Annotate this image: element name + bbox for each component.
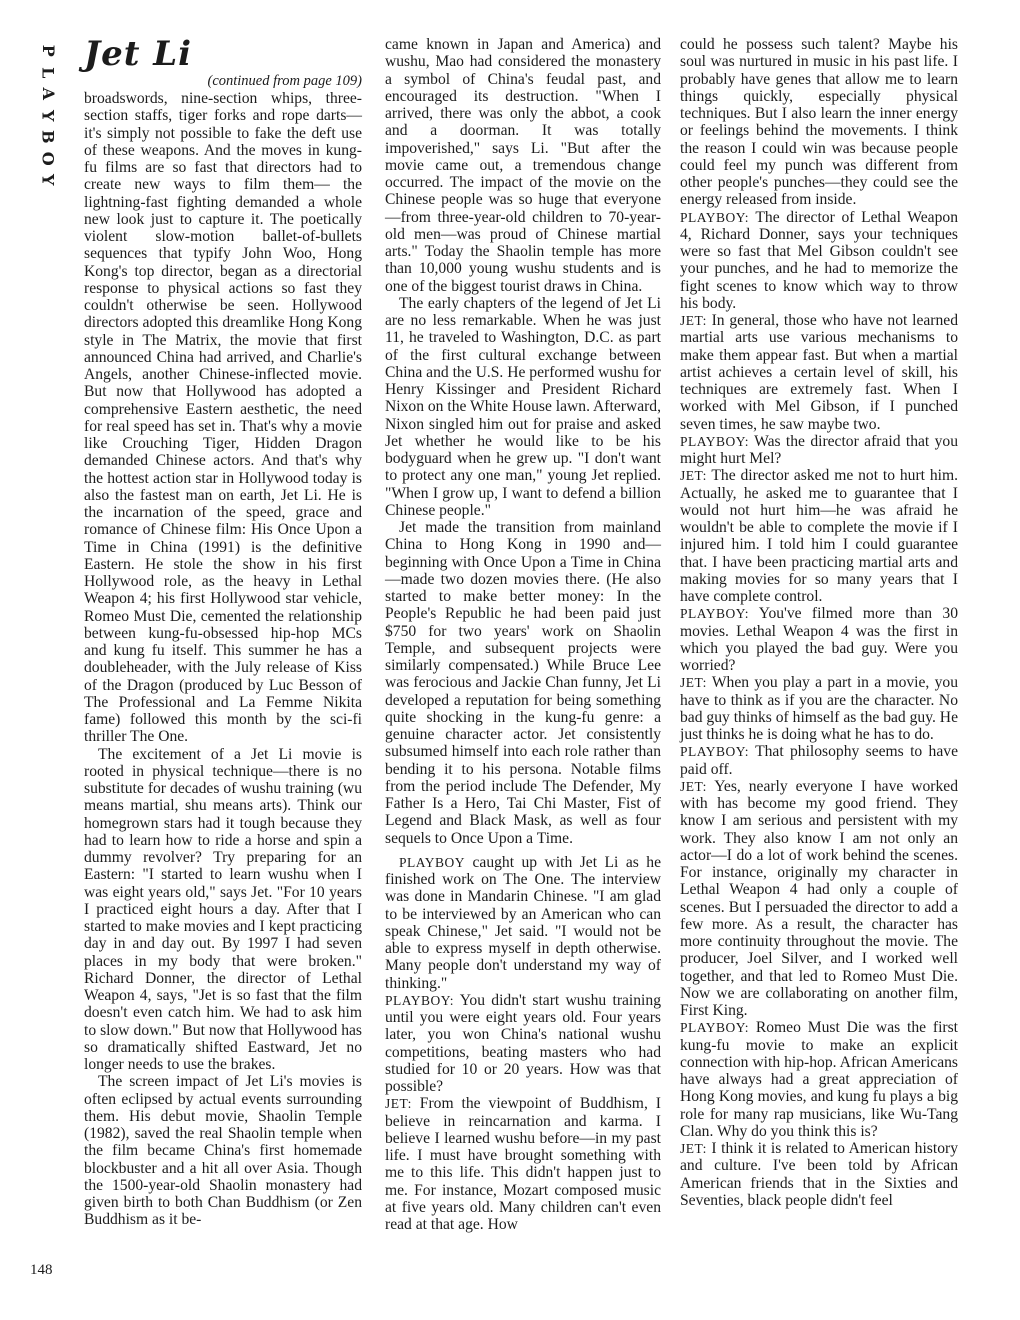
speaker-tag: PLAYBOY	[399, 854, 466, 870]
column-2	[385, 36, 661, 1233]
speaker-tag: PLAYBOY:	[385, 992, 455, 1008]
speaker-tag: JET:	[680, 1141, 707, 1156]
paragraph: The excitement of a Jet Li movie is rooted in physical technique—there is no substitute for decades of wushu training (wu means martial, shu means arts). Think our homegrown stars had it tough because they had to learn how to ride a horse and spin a dummy revolver? Try preparing for an Eastern: "I started to learn wushu when I was eight years old," says Jet. "For 10 years I practiced eight hours a day. After that I started to make movies and I kept practicing day in and day out. By 1997 I had seven places in my body that were broken." Richard Donner, the director of Lethal Weapon 4, says, "Jet is so fast that the film doesn't even catch him. We had to ask him to slow down." But now that Hollywood has so dramatically shifted Eastward, Jet no longer needs to use the brakes.	[84, 745, 362, 1073]
speaker-tag: JET:	[680, 313, 707, 328]
paragraph: broadswords, nine-section whips, three-section staffs, tiger forks and rope darts— it's simply not possible to fake the deft use of these weapons. And the moves in kung-fu films are so fast that directors had to create new ways to film them— the lightning-fast fighting demanded a whole new look just to capture it. The poetically violent slow-motion ballet-of-bullets sequences that typify John Woo, Hong Kong's top director, began as a directorial response to physical actions so fast they couldn't otherwise be seen. Hollywood directors adopted this dreamlike Hong Kong style in The Matrix, the movie that first announced China had arrived, and Charlie's Angels, another Chinese-inflected movie. But now that Hollywood has adopted a comprehensive Eastern aesthetic, the need for real speed has set in. That's why a movie like Crouching Tiger, Hidden Dragon demanded Chinese actors. And that's why the hottest action star in Hollywood today is also the fastest man on earth, Jet Li. He is the incarnation of the speed, grace and romance of Chinese film: His Once Upon a Time in China (1991) is the definitive Eastern. He stole the show in his first Hollywood role, as the heavy in Lethal Weapon 4; his first Hollywood star vehicle, Romeo Must Die, cemented the relationship between kung-fu-obsessed hip-hop MCs and kung fu itself. This summer he has a doubleheader, with the July release of Kiss of the Dragon (produced by Luc Besson of The Professional and La Femme Nikita fame) followed this month by the sci-fi thriller The One.	[84, 90, 362, 746]
running-head-letter: B	[38, 129, 58, 144]
running-head-letter: Y	[38, 174, 58, 186]
paragraph: came known in Japan and America) and wushu, Mao had considered the monastery a symbol of China's feudal past, and encouraged its destruction. "When I arrived, there was only the abbot, a cook and a doorman. It was totally impoverished," says Li. "But after the movie came out, a tremendous change occurred. The impact of the movie on the Chinese people was so huge that everyone—from three-year-old children to 70-year-old men—was proud of Chinese martial arts." Today the Shaolin temple has more than 10,000 young wushu students and is one of the biggest tourist draws in China.	[385, 36, 661, 295]
interview-answer: JET: The director asked me not to hurt him. Actually, he asked me to guarantee that I would not hurt him—he was afraid he wouldn't be able to complete the movie if I injured him. I told him I could guarantee that. I have been practicing martial arts and making movies for so many years that I have complete control.	[680, 467, 958, 605]
speaker-tag: JET:	[680, 675, 707, 691]
article-title: Jet Li	[84, 34, 193, 74]
interview-question: PLAYBOY: The director of Lethal Weapon 4, Richard Donner, says your techniques were so fast that Mel Gibson couldn't see your punches, and he had to memorize the fight scenes to know which way to throw his body.	[680, 208, 958, 312]
title-row	[84, 36, 362, 72]
paragraph: The screen impact of Jet Li's movies is often eclipsed by actual events surrounding them. His debut movie, Shaolin Temple (1982), saved the real Shaolin temple when the film became China's first homemade blockbuster and a hit all over Asia. Though the 1500-year-old Shaolin monastery had given birth to both Chan Buddhism (or Zen Buddhism as it be-	[84, 1073, 362, 1229]
page-number: 148	[30, 1262, 53, 1278]
speaker-tag: JET:	[385, 1096, 412, 1112]
interview-question: PLAYBOY: Was the director afraid that you might hurt Mel?	[680, 432, 958, 467]
speaker-tag: PLAYBOY:	[680, 209, 750, 225]
interview-question: PLAYBOY: You've filmed more than 30 movies. Lethal Weapon 4 was the first in which you played the bad guy. Were you worried?	[680, 605, 958, 674]
running-head-letter: L	[38, 66, 58, 78]
speaker-tag: PLAYBOY:	[680, 606, 750, 622]
speaker-tag: JET:	[680, 468, 707, 484]
paragraph: The early chapters of the legend of Jet Li are no less remarkable. When he was just 11, he traveled to Washington, D.C. as part of the first cultural exchange between China and the U.S. He performed wushu for Henry Kissinger and President Richard Nixon on the White House lawn. Afterward, Nixon singled him out for praise and asked Jet whether he would like to be his bodyguard when he grew up. "I don't want to protect any one man," young Jet replied. "When I grow up, I want to defend a billion Chinese people."	[385, 294, 662, 519]
column-3	[680, 36, 958, 1209]
running-head	[36, 40, 60, 191]
paragraph: PLAYBOY caught up with Jet Li as he finished work on The One. The interview was done in Mandarin Chinese. "I am glad to be interviewed by an American who can speak Chinese," Jet said. "I would not be able to express myself in depth otherwise. Many people don't understand my way of thinking."	[385, 853, 661, 992]
speaker-tag: PLAYBOY:	[680, 744, 750, 760]
interview-answer: JET: From the viewpoint of Buddhism, I believe in reincarnation and karma. I believe I learned wushu before—in my past life. I must have brought something with me to this life. This didn't happen just to me. For instance, Mozart composed music at five years old. Many children can't even read at that age. How	[385, 1095, 661, 1233]
interview-answer: JET: I think it is related to American history and culture. I've been told by African American friends that in the Sixties and Seventies, black people didn't feel	[680, 1140, 958, 1209]
speaker-tag: PLAYBOY:	[680, 1020, 750, 1036]
running-head-letter: A	[38, 87, 58, 100]
interview-answer: JET: Yes, nearly everyone I have worked with has become my good friend. They know I am serious and persistent with my work. They also know I am not only an actor—I do a lot of work behind the scenes. For instance, originally my character in Lethal Weapon 4 had only a couple of scenes. But I persuaded the director to add a few more. As a result, the character has more continuity throughout the movie. The producer, Joel Silver, and I worked well together, and that led to Romeo Must Die. Now we are collaborating on another film, First King.	[680, 777, 958, 1019]
interview-answer: could he possess such talent? Maybe his soul was nurtured in music in his past life. I probably have genes that allow me to learn things quickly, especially physical techniques. But I also learn the inner energy or feelings behind the movements. I think the reason I could win was because people could feel my punch was different from other people's punches—they could see the energy released from inside.	[680, 36, 958, 209]
column-1	[84, 36, 362, 1229]
running-head-letter: O	[38, 151, 58, 166]
speaker-tag: PLAYBOY:	[680, 433, 750, 449]
interview-answer: JET: When you play a part in a movie, you have to think as if you are the character. No bad guy thinks of himself as the bad guy. He just thinks he is doing what he has to do.	[680, 674, 958, 743]
interview-answer: JET: In general, those who have not learned martial arts use various mechanisms to make them appear fast. But when a martial artist achieves a certain level of skill, his techniques are extremely fast. When I worked with Mel Gibson, if I punched seven times, he saw maybe two.	[680, 312, 958, 433]
speaker-tag: JET:	[680, 778, 707, 794]
interview-question: PLAYBOY: That philosophy seems to have paid off.	[680, 743, 958, 778]
running-head-letter: P	[38, 44, 58, 57]
running-head-letter: Y	[38, 109, 58, 121]
interview-question: PLAYBOY: Romeo Must Die was the first kung-fu movie to make an explicit connection with hip-hop. African Americans have always had a great appreciation of Hong Kong movies, and kung fu plays a big role for many rap musicians, like Wu-Tang Clan. Why do you think this is?	[680, 1019, 958, 1140]
continued-note: (continued from page 109)	[207, 73, 362, 89]
interview-question: PLAYBOY: You didn't start wushu training until you were eight years old. Four years later, you won China's national wushu competitions, beating masters who had studied for 10 or 20 years. How was that possible?	[385, 991, 661, 1095]
paragraph: Jet made the transition from mainland China to Hong Kong in 1990 and—beginning with Once Upon a Time in China—made two dozen movies there. (He also started to make better money: In the People's Republic he had been paid just $750 for two years' work on Shaolin Temple, and subsequent projects were similarly compensated.) While Bruce Lee was ferocious and Jackie Chan funny, Jet Li developed a reputation for being something quite shocking in the kung-fu genre: a genuine character actor. Jet consistently subsumed himself into each role rather than bending it to his persona. Notable films from the period include The Defender, My Father Is a Hero, Tai Chi Master, Fist of Legend and Black Mask, as well as four sequels to Once Upon a Time.	[385, 519, 661, 847]
